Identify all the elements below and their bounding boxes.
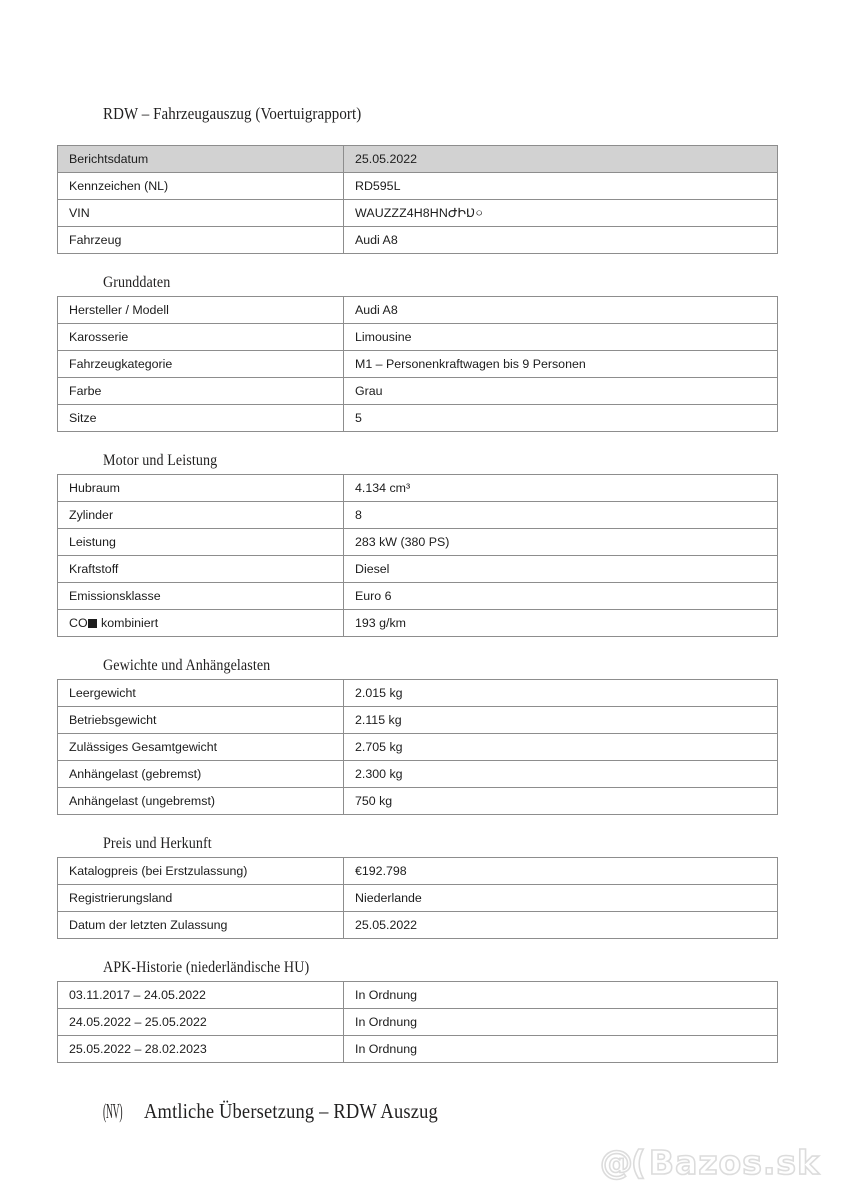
missing-glyph-box-icon bbox=[88, 619, 97, 628]
row-value: RD595L bbox=[344, 173, 778, 200]
row-label-co2 bbox=[58, 610, 344, 637]
table-row bbox=[58, 982, 778, 1009]
section-heading: Preis und Herkunft bbox=[103, 835, 212, 852]
footer-heading-text: Amtliche Übersetzung – RDW Auszug bbox=[140, 1099, 438, 1123]
row-label: Fahrzeug bbox=[58, 227, 344, 254]
table-row bbox=[58, 227, 778, 254]
footer-heading-prefix: (NV) bbox=[103, 1099, 123, 1123]
section-grunddaten bbox=[57, 273, 777, 432]
at-symbol-icon: @( bbox=[599, 1143, 644, 1182]
row-value: 2.115 kg bbox=[344, 707, 778, 734]
table-row bbox=[58, 297, 778, 324]
row-value: Grau bbox=[344, 378, 778, 405]
watermark-text: Bazos.sk bbox=[648, 1143, 820, 1182]
table-row bbox=[58, 707, 778, 734]
row-value: 5 bbox=[344, 405, 778, 432]
vin-text: WAUZZZ4H8HN bbox=[355, 205, 448, 220]
gewichte-table bbox=[57, 679, 778, 815]
section-apk-historie bbox=[57, 958, 777, 1063]
document-content bbox=[57, 103, 777, 1125]
row-value: Limousine bbox=[344, 324, 778, 351]
row-value: 2.300 kg bbox=[344, 761, 778, 788]
summary-table-body bbox=[58, 146, 778, 254]
row-value: Audi A8 bbox=[344, 297, 778, 324]
row-value: 4.134 cm³ bbox=[344, 475, 778, 502]
table-row bbox=[58, 324, 778, 351]
table-row bbox=[58, 475, 778, 502]
row-label: Zulässiges Gesamtgewicht bbox=[58, 734, 344, 761]
row-label: VIN bbox=[58, 200, 344, 227]
table-row bbox=[58, 912, 778, 939]
row-label: Anhängelast (gebremst) bbox=[58, 761, 344, 788]
table-row bbox=[58, 788, 778, 815]
row-value: €192.798 bbox=[344, 858, 778, 885]
row-value: 8 bbox=[344, 502, 778, 529]
row-label: Berichtsdatum bbox=[58, 146, 344, 173]
row-value: In Ordnung bbox=[344, 982, 778, 1009]
row-label: Betriebsgewicht bbox=[58, 707, 344, 734]
apk-historie-table bbox=[57, 981, 778, 1063]
table-row bbox=[58, 529, 778, 556]
table-row bbox=[58, 858, 778, 885]
table-row bbox=[58, 146, 778, 173]
table-row bbox=[58, 734, 778, 761]
section-preis-und-herkunft bbox=[57, 834, 777, 939]
table-row bbox=[58, 200, 778, 227]
motor-table bbox=[57, 474, 778, 637]
table-row bbox=[58, 583, 778, 610]
row-value: 2.705 kg bbox=[344, 734, 778, 761]
vin-obscured-characters: ԺԻ׃Ʋ০ bbox=[447, 205, 484, 220]
watermark-bazos bbox=[600, 1143, 820, 1182]
row-label: Anhängelast (ungebremst) bbox=[58, 788, 344, 815]
table-row bbox=[58, 351, 778, 378]
co2-label-prefix: CO bbox=[69, 615, 88, 630]
table-row bbox=[58, 556, 778, 583]
row-value: Audi A8 bbox=[344, 227, 778, 254]
table-row bbox=[58, 680, 778, 707]
section-heading: Gewichte und Anhängelasten bbox=[103, 657, 271, 674]
table-row bbox=[58, 405, 778, 432]
table-row bbox=[58, 610, 778, 637]
row-label: Hersteller / Modell bbox=[58, 297, 344, 324]
row-value: 193 g/km bbox=[344, 610, 778, 637]
row-value: Euro 6 bbox=[344, 583, 778, 610]
row-label: 25.05.2022 – 28.02.2023 bbox=[58, 1036, 344, 1063]
row-value-vin bbox=[344, 200, 778, 227]
table-row bbox=[58, 173, 778, 200]
row-value: 2.015 kg bbox=[344, 680, 778, 707]
summary-table bbox=[57, 145, 778, 254]
row-label: Leistung bbox=[58, 529, 344, 556]
table-row bbox=[58, 1009, 778, 1036]
row-value: In Ordnung bbox=[344, 1036, 778, 1063]
row-value: Diesel bbox=[344, 556, 778, 583]
row-label: Emissionsklasse bbox=[58, 583, 344, 610]
row-value: 283 kW (380 PS) bbox=[344, 529, 778, 556]
row-label: Kennzeichen (NL) bbox=[58, 173, 344, 200]
grunddaten-table bbox=[57, 296, 778, 432]
section-heading: Motor und Leistung bbox=[103, 452, 218, 469]
table-row bbox=[58, 885, 778, 912]
footer-heading bbox=[103, 1097, 696, 1125]
preis-table bbox=[57, 857, 778, 939]
row-value: In Ordnung bbox=[344, 1009, 778, 1036]
row-label: Datum der letzten Zulassung bbox=[58, 912, 344, 939]
row-value: 750 kg bbox=[344, 788, 778, 815]
row-label: Registrierungsland bbox=[58, 885, 344, 912]
row-label: Sitze bbox=[58, 405, 344, 432]
page-title: RDW – Fahrzeugauszug (Voertuigrapport) bbox=[103, 104, 362, 123]
row-value: M1 – Personenkraftwagen bis 9 Personen bbox=[344, 351, 778, 378]
row-label: Zylinder bbox=[58, 502, 344, 529]
row-label: Kraftstoff bbox=[58, 556, 344, 583]
row-label: Hubraum bbox=[58, 475, 344, 502]
row-label: Katalogpreis (bei Erstzulassung) bbox=[58, 858, 344, 885]
row-label: Leergewicht bbox=[58, 680, 344, 707]
co2-label-suffix: kombiniert bbox=[97, 615, 159, 630]
table-row bbox=[58, 761, 778, 788]
row-value: Niederlande bbox=[344, 885, 778, 912]
row-label: Fahrzeugkategorie bbox=[58, 351, 344, 378]
section-motor-und-leistung bbox=[57, 451, 777, 637]
row-label: Farbe bbox=[58, 378, 344, 405]
row-label: 03.11.2017 – 24.05.2022 bbox=[58, 982, 344, 1009]
section-heading: Grunddaten bbox=[103, 274, 171, 291]
table-row bbox=[58, 1036, 778, 1063]
row-label: 24.05.2022 – 25.05.2022 bbox=[58, 1009, 344, 1036]
section-heading: APK-Historie (niederländische HU) bbox=[103, 959, 310, 976]
table-row bbox=[58, 502, 778, 529]
table-row bbox=[58, 378, 778, 405]
row-value: 25.05.2022 bbox=[344, 146, 778, 173]
section-gewichte bbox=[57, 656, 777, 815]
row-label: Karosserie bbox=[58, 324, 344, 351]
row-value: 25.05.2022 bbox=[344, 912, 778, 939]
